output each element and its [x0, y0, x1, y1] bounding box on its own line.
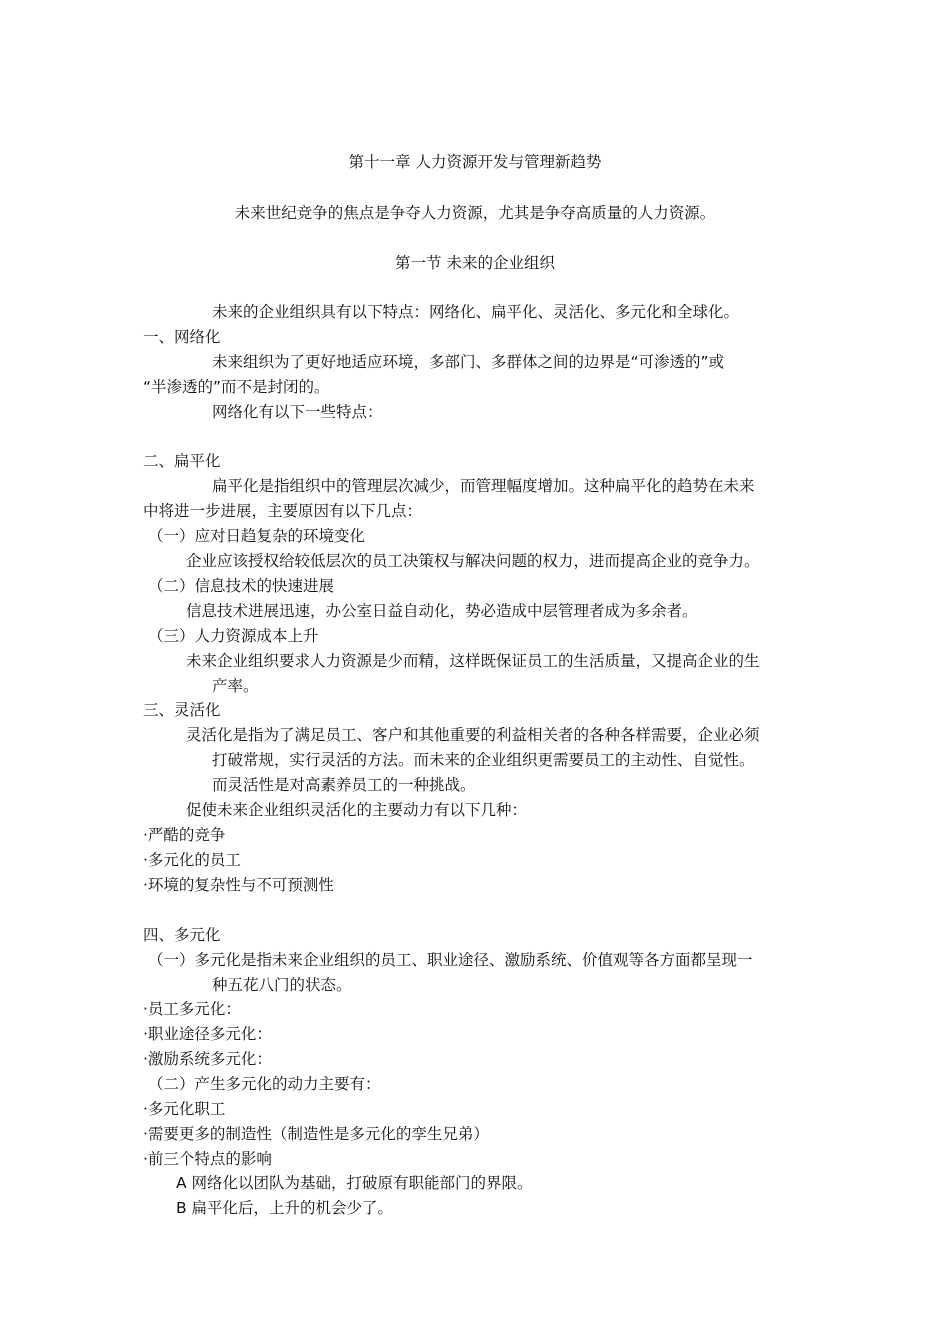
flattening-sub3-text-line2: 产率。 — [212, 677, 259, 695]
flattening-paragraph-line1: 扁平化是指组织中的管理层次减少，而管理幅度增加。这种扁平化的趋势在未来 — [212, 477, 755, 495]
flattening-sub3-text-line1: 未来企业组织要求人力资源是少而精，这样既保证员工的生活质量，又提高企业的生 — [186, 652, 760, 670]
diversification-sub1-line2: 种五花八门的状态。 — [212, 976, 352, 994]
flexibility-paragraph-line3: 而灵活性是对高素养员工的一种挑战。 — [212, 776, 476, 794]
list-item: ·需要更多的制造性（制造性是多元化的孪生兄弟） — [143, 1125, 489, 1143]
list-item: ·职业途径多元化： — [143, 1025, 272, 1043]
flattening-sub3-heading: （三）人力资源成本上升 — [148, 627, 319, 645]
diversification-sub1-line1: （一）多元化是指未来企业组织的员工、职业途径、激励系统、价值观等各方面都呈现一 — [148, 951, 753, 969]
diversification-sub2-heading: （二）产生多元化的动力主要有： — [148, 1075, 381, 1093]
networking-paragraph-line1: 未来组织为了更好地适应环境，多部门、多群体之间的边界是“可渗透的”或 — [212, 353, 725, 371]
flattening-sub1-heading: （一）应对日趋复杂的环境变化 — [148, 527, 366, 545]
section-title: 第一节 未来的企业组织 — [395, 254, 555, 272]
list-item: ·多元化的员工 — [143, 851, 241, 869]
intro-paragraph: 未来的企业组织具有以下特点：网络化、扁平化、灵活化、多元化和全球化。 — [212, 303, 740, 321]
flexibility-drivers-intro: 促使未来企业组织灵活化的主要动力有以下几种： — [186, 801, 528, 819]
flattening-paragraph-line2: 中将进一步进展，主要原因有以下几点： — [143, 502, 423, 520]
list-item: ·前三个特点的影响 — [143, 1150, 272, 1168]
flattening-sub2-text: 信息技术进展迅速，办公室日益自动化，势必造成中层管理者成为多余者。 — [186, 602, 698, 620]
list-item: ·多元化职工 — [143, 1100, 226, 1118]
networking-paragraph-line2: “半渗透的”而不是封闭的。 — [143, 378, 330, 396]
flexibility-paragraph-line2: 打破常规，实行灵活的方法。而未来的企业组织更需要员工的主动性、自觉性。 — [212, 751, 755, 769]
list-item: ·员工多元化： — [143, 1000, 241, 1018]
heading-diversification: 四、多元化 — [143, 926, 221, 944]
list-item: ·激励系统多元化： — [143, 1050, 272, 1068]
flattening-sub2-heading: （二）信息技术的快速进展 — [148, 577, 335, 595]
list-item: ·环境的复杂性与不可预测性 — [143, 876, 334, 894]
list-item: B 扁平化后，上升的机会少了。 — [176, 1199, 394, 1217]
list-item: ·严酷的竞争 — [143, 826, 226, 844]
heading-flexibility: 三、灵活化 — [143, 701, 221, 719]
heading-networking: 一、网络化 — [143, 328, 221, 346]
list-item: A 网络化以团队为基础，打破原有职能部门的界限。 — [176, 1174, 533, 1192]
heading-flattening: 二、扁平化 — [143, 452, 221, 470]
flexibility-paragraph-line1: 灵活化是指为了满足员工、客户和其他重要的利益相关者的各种各样需要，企业必须 — [186, 726, 760, 744]
chapter-title: 第十一章 人力资源开发与管理新趋势 — [348, 153, 602, 171]
chapter-subtitle: 未来世纪竞争的焦点是争夺人力资源，尤其是争夺高质量的人力资源。 — [234, 204, 716, 222]
networking-features-intro: 网络化有以下一些特点： — [212, 403, 383, 421]
flattening-sub1-text: 企业应该授权给较低层次的员工决策权与解决问题的权力，进而提高企业的竞争力。 — [186, 552, 760, 570]
